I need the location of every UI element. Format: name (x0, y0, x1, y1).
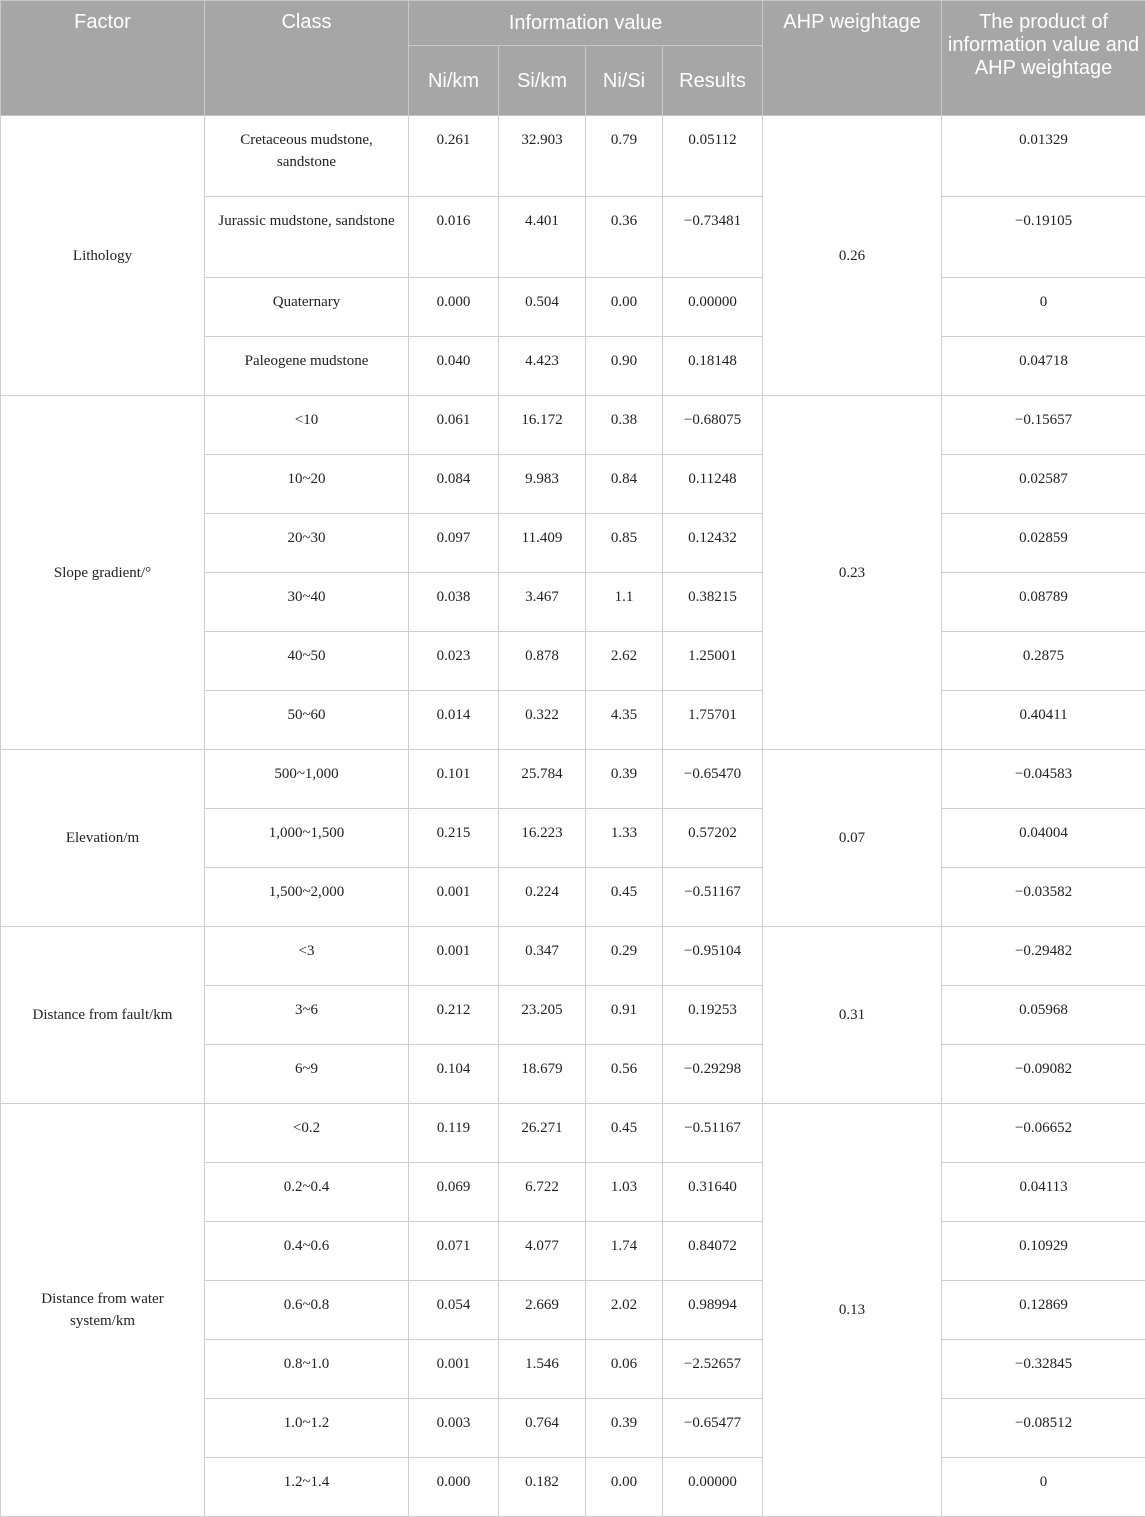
results-cell: 0.19253 (663, 986, 763, 1045)
ahp-weightage-cell: 0.07 (763, 750, 942, 927)
results-cell: 0.57202 (663, 809, 763, 868)
ni-si-cell: 1.1 (586, 573, 663, 632)
class-cell: <10 (205, 396, 409, 455)
header-results: Results (663, 46, 763, 116)
product-cell: −0.32845 (942, 1340, 1145, 1399)
results-cell: 0.12432 (663, 514, 763, 573)
class-cell: 3~6 (205, 986, 409, 1045)
ahp-weightage-cell: 0.31 (763, 927, 942, 1104)
si-km-cell: 0.504 (499, 278, 586, 337)
ni-si-cell: 0.36 (586, 197, 663, 278)
ahp-weightage-cell: 0.26 (763, 116, 942, 396)
class-cell: Quaternary (205, 278, 409, 337)
factor-cell: Slope gradient/° (1, 396, 205, 750)
table-header (1, 1, 1145, 116)
ni-km-cell: 0.212 (409, 986, 499, 1045)
si-km-cell: 0.347 (499, 927, 586, 986)
ahp-weightage-cell: 0.13 (763, 1104, 942, 1517)
product-cell: 0.01329 (942, 116, 1145, 197)
ni-si-cell: 0.85 (586, 514, 663, 573)
header-information-value: Information value (409, 1, 763, 46)
product-cell: 0.08789 (942, 573, 1145, 632)
class-cell: 1.0~1.2 (205, 1399, 409, 1458)
results-cell: −2.52657 (663, 1340, 763, 1399)
ni-km-cell: 0.001 (409, 868, 499, 927)
ni-si-cell: 0.45 (586, 868, 663, 927)
ni-km-cell: 0.061 (409, 396, 499, 455)
si-km-cell: 25.784 (499, 750, 586, 809)
class-cell: 50~60 (205, 691, 409, 750)
ni-km-cell: 0.000 (409, 278, 499, 337)
ni-km-cell: 0.016 (409, 197, 499, 278)
product-cell: −0.06652 (942, 1104, 1145, 1163)
product-cell: 0.04718 (942, 337, 1145, 396)
si-km-cell: 2.669 (499, 1281, 586, 1340)
results-cell: −0.29298 (663, 1045, 763, 1104)
si-km-cell: 0.182 (499, 1458, 586, 1517)
ahp-weightage-cell: 0.23 (763, 396, 942, 750)
header-si-km: Si/km (499, 46, 586, 116)
ni-si-cell: 0.45 (586, 1104, 663, 1163)
ni-km-cell: 0.215 (409, 809, 499, 868)
ni-si-cell: 2.02 (586, 1281, 663, 1340)
si-km-cell: 16.223 (499, 809, 586, 868)
class-cell: 0.6~0.8 (205, 1281, 409, 1340)
ni-km-cell: 0.003 (409, 1399, 499, 1458)
header-product: The product of information value and AHP weightage (942, 1, 1145, 116)
ni-si-cell: 4.35 (586, 691, 663, 750)
si-km-cell: 1.546 (499, 1340, 586, 1399)
si-km-cell: 6.722 (499, 1163, 586, 1222)
ni-km-cell: 0.084 (409, 455, 499, 514)
si-km-cell: 32.903 (499, 116, 586, 197)
results-cell: −0.68075 (663, 396, 763, 455)
results-cell: 0.31640 (663, 1163, 763, 1222)
class-cell: 0.4~0.6 (205, 1222, 409, 1281)
header-class: Class (205, 1, 409, 116)
class-cell: Jurassic mudstone, sandstone (205, 197, 409, 278)
class-cell: Cretaceous mudstone, sandstone (205, 116, 409, 197)
product-cell: −0.15657 (942, 396, 1145, 455)
ni-km-cell: 0.071 (409, 1222, 499, 1281)
table-row (1, 116, 1145, 197)
class-cell: 1.2~1.4 (205, 1458, 409, 1517)
class-cell: <0.2 (205, 1104, 409, 1163)
results-cell: −0.65477 (663, 1399, 763, 1458)
results-cell: 0.05112 (663, 116, 763, 197)
ni-si-cell: 0.79 (586, 116, 663, 197)
ni-si-cell: 0.39 (586, 1399, 663, 1458)
product-cell: −0.08512 (942, 1399, 1145, 1458)
ni-si-cell: 1.03 (586, 1163, 663, 1222)
factor-cell: Distance from water system/km (1, 1104, 205, 1517)
class-cell: 6~9 (205, 1045, 409, 1104)
class-cell: 1,500~2,000 (205, 868, 409, 927)
ni-km-cell: 0.040 (409, 337, 499, 396)
header-ni-km: Ni/km (409, 46, 499, 116)
product-cell: 0.10929 (942, 1222, 1145, 1281)
product-cell: −0.04583 (942, 750, 1145, 809)
header-factor: Factor (1, 1, 205, 116)
table-row (1, 750, 1145, 809)
si-km-cell: 3.467 (499, 573, 586, 632)
product-cell: 0 (942, 1458, 1145, 1517)
ni-km-cell: 0.097 (409, 514, 499, 573)
results-cell: 1.75701 (663, 691, 763, 750)
results-cell: 0.00000 (663, 1458, 763, 1517)
ni-km-cell: 0.001 (409, 927, 499, 986)
si-km-cell: 16.172 (499, 396, 586, 455)
factor-cell: Elevation/m (1, 750, 205, 927)
ni-si-cell: 1.74 (586, 1222, 663, 1281)
results-cell: 0.38215 (663, 573, 763, 632)
product-cell: 0 (942, 278, 1145, 337)
si-km-cell: 0.224 (499, 868, 586, 927)
ni-si-cell: 0.38 (586, 396, 663, 455)
ni-km-cell: 0.038 (409, 573, 499, 632)
results-cell: 1.25001 (663, 632, 763, 691)
class-cell: 30~40 (205, 573, 409, 632)
product-cell: 0.05968 (942, 986, 1145, 1045)
table-row (1, 396, 1145, 455)
ni-si-cell: 0.91 (586, 986, 663, 1045)
product-cell: 0.40411 (942, 691, 1145, 750)
header-ahp-weightage: AHP weightage (763, 1, 942, 116)
ni-si-cell: 0.90 (586, 337, 663, 396)
ni-si-cell: 0.29 (586, 927, 663, 986)
si-km-cell: 0.764 (499, 1399, 586, 1458)
factor-cell: Lithology (1, 116, 205, 396)
ni-km-cell: 0.001 (409, 1340, 499, 1399)
class-cell: 20~30 (205, 514, 409, 573)
si-km-cell: 4.423 (499, 337, 586, 396)
ni-si-cell: 0.00 (586, 1458, 663, 1517)
results-cell: 0.84072 (663, 1222, 763, 1281)
ni-si-cell: 1.33 (586, 809, 663, 868)
product-cell: 0.04004 (942, 809, 1145, 868)
ni-km-cell: 0.261 (409, 116, 499, 197)
ni-si-cell: 0.00 (586, 278, 663, 337)
ni-km-cell: 0.000 (409, 1458, 499, 1517)
product-cell: 0.02587 (942, 455, 1145, 514)
si-km-cell: 0.878 (499, 632, 586, 691)
si-km-cell: 4.401 (499, 197, 586, 278)
class-cell: 0.8~1.0 (205, 1340, 409, 1399)
class-cell: 10~20 (205, 455, 409, 514)
product-cell: −0.29482 (942, 927, 1145, 986)
ni-si-cell: 0.06 (586, 1340, 663, 1399)
si-km-cell: 0.322 (499, 691, 586, 750)
ni-km-cell: 0.023 (409, 632, 499, 691)
ni-km-cell: 0.069 (409, 1163, 499, 1222)
table-row (1, 927, 1145, 986)
si-km-cell: 11.409 (499, 514, 586, 573)
class-cell: 500~1,000 (205, 750, 409, 809)
results-cell: 0.98994 (663, 1281, 763, 1340)
ni-km-cell: 0.014 (409, 691, 499, 750)
product-cell: −0.19105 (942, 197, 1145, 278)
factor-cell: Distance from fault/km (1, 927, 205, 1104)
class-cell: 0.2~0.4 (205, 1163, 409, 1222)
ni-km-cell: 0.119 (409, 1104, 499, 1163)
header-ni-si: Ni/Si (586, 46, 663, 116)
ni-si-cell: 0.39 (586, 750, 663, 809)
si-km-cell: 26.271 (499, 1104, 586, 1163)
table-body (1, 116, 1145, 1517)
ni-si-cell: 2.62 (586, 632, 663, 691)
si-km-cell: 4.077 (499, 1222, 586, 1281)
ni-km-cell: 0.101 (409, 750, 499, 809)
results-cell: −0.51167 (663, 1104, 763, 1163)
results-cell: −0.51167 (663, 868, 763, 927)
product-cell: −0.09082 (942, 1045, 1145, 1104)
si-km-cell: 23.205 (499, 986, 586, 1045)
product-cell: 0.2875 (942, 632, 1145, 691)
product-cell: 0.02859 (942, 514, 1145, 573)
ni-si-cell: 0.56 (586, 1045, 663, 1104)
class-cell: <3 (205, 927, 409, 986)
si-km-cell: 18.679 (499, 1045, 586, 1104)
ni-km-cell: 0.054 (409, 1281, 499, 1340)
ni-si-cell: 0.84 (586, 455, 663, 514)
results-cell: −0.73481 (663, 197, 763, 278)
table-row (1, 1104, 1145, 1163)
results-cell: 0.18148 (663, 337, 763, 396)
product-cell: 0.12869 (942, 1281, 1145, 1340)
class-cell: Paleogene mudstone (205, 337, 409, 396)
si-km-cell: 9.983 (499, 455, 586, 514)
product-cell: −0.03582 (942, 868, 1145, 927)
class-cell: 40~50 (205, 632, 409, 691)
product-cell: 0.04113 (942, 1163, 1145, 1222)
results-cell: 0.00000 (663, 278, 763, 337)
results-cell: −0.65470 (663, 750, 763, 809)
results-cell: −0.95104 (663, 927, 763, 986)
ni-km-cell: 0.104 (409, 1045, 499, 1104)
class-cell: 1,000~1,500 (205, 809, 409, 868)
results-cell: 0.11248 (663, 455, 763, 514)
